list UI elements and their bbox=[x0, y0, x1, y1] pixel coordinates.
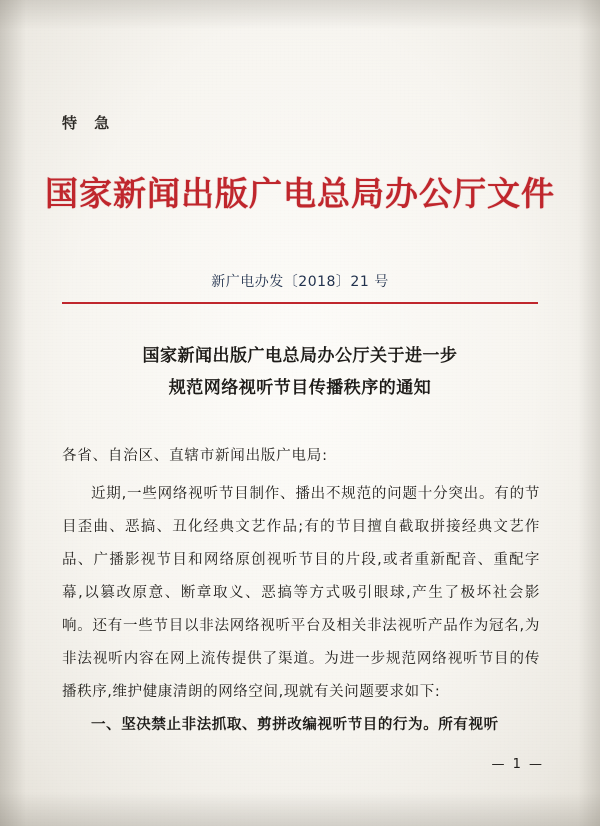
document-salutation: 各省、自治区、直辖市新闻出版广电局: bbox=[62, 448, 328, 464]
document-title-line-1: 国家新闻出版广电总局办公厅关于进一步 bbox=[142, 346, 458, 366]
urgency-mark: 特 急 bbox=[62, 114, 116, 132]
document-title bbox=[80, 340, 520, 404]
document-title-line-2: 规范网络视听节目传播秩序的通知 bbox=[168, 378, 432, 398]
red-horizontal-rule bbox=[62, 302, 538, 304]
document-masthead-title: 国家新闻出版广电总局办公厅文件 bbox=[45, 174, 555, 213]
body-paragraph-1: 近期,一些网络视听节目制作、播出不规范的问题十分突出。有的节目歪曲、恶搞、丑化经典文艺作品;有的节目擅自截取拼接经典文艺作品、广播影视节目和网络原创视听节目的片段,或者重新配音、重配字幕,以篡改原意、断章取义、恶搞等方式吸引眼球,产生了极坏社会影响。还有一些节目以非法网络视听平台及相关非法视听产品作为冠名,为非法视听内容在网上流传提供了渠道。为进一步规范网络视听节目的传播秩序,维护健康清朗的网络空间,现就有关问题要求如下: bbox=[62, 486, 540, 700]
document-body bbox=[62, 478, 540, 742]
page-number: — 1 — bbox=[491, 757, 544, 772]
body-paragraph-2: 一、坚决禁止非法抓取、剪拼改编视听节目的行为。所有视听 bbox=[91, 717, 499, 733]
document-number: 新广电办发〔2018〕21 号 bbox=[211, 274, 389, 290]
